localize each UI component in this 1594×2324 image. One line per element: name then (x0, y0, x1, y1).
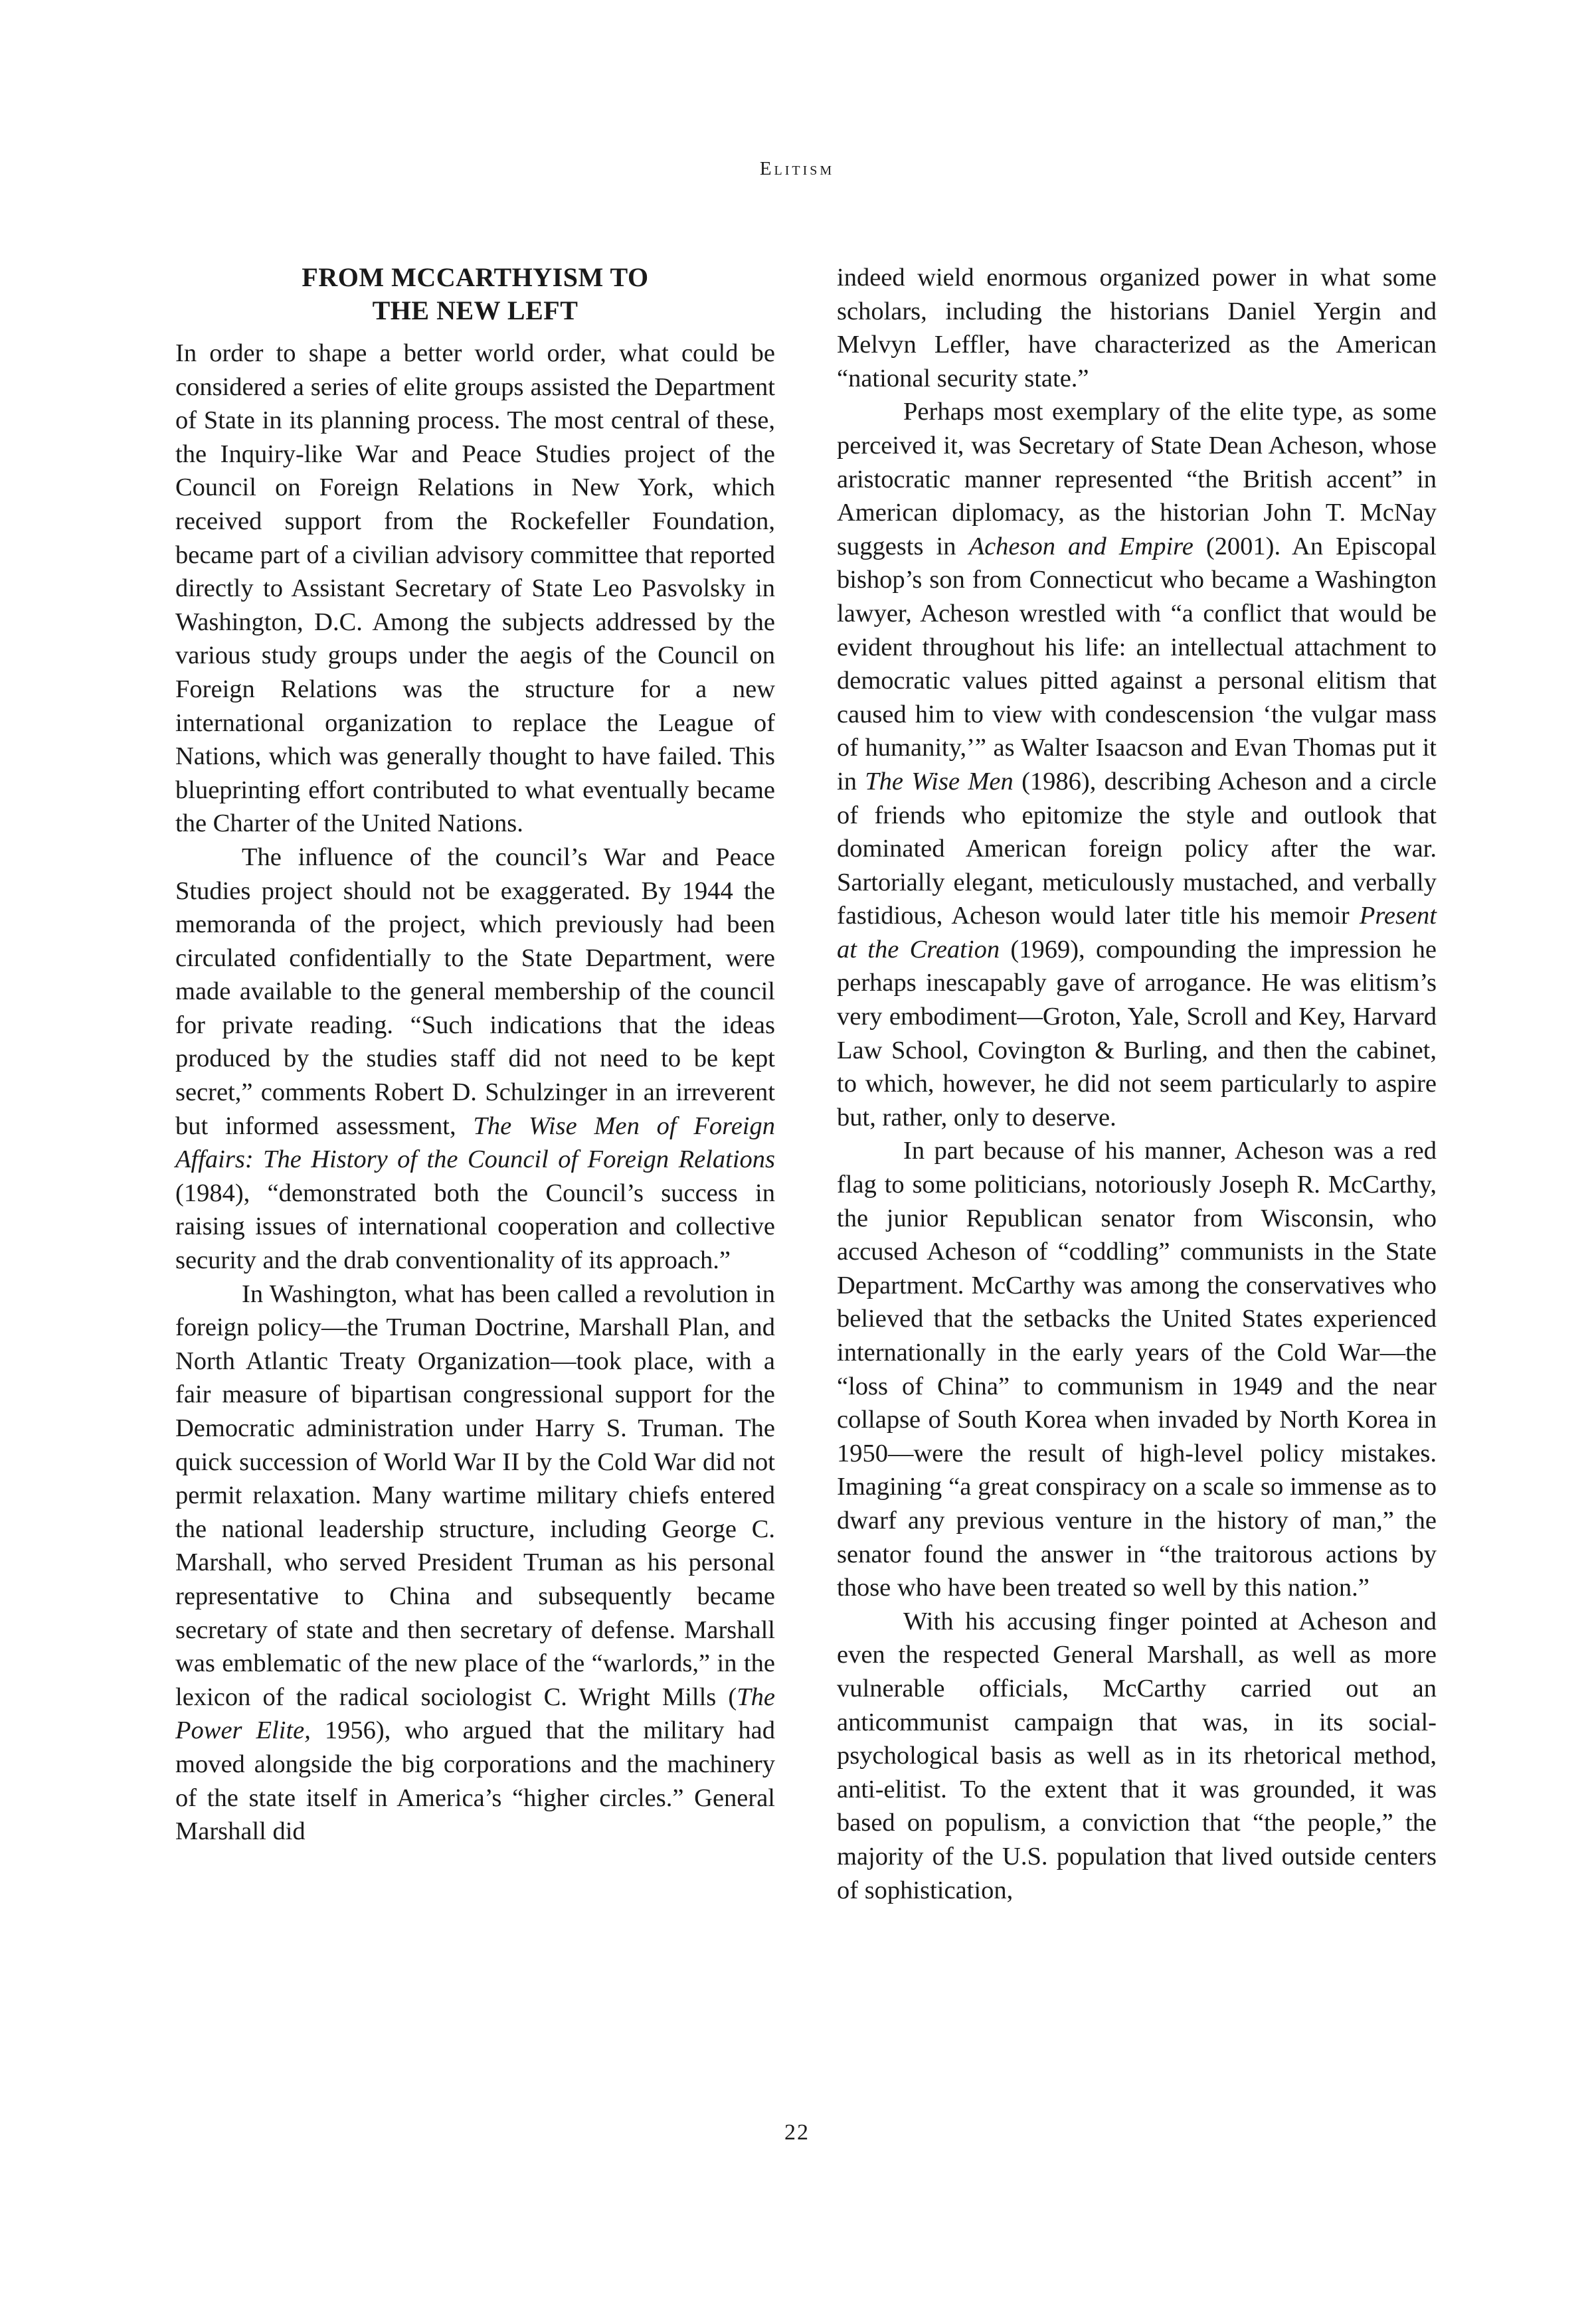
paragraph-text: 1956), who argued that the military had moved alongside the big corporations and the machinery of the state itself in America’s “higher circles.” General Marshall did (175, 1716, 776, 1846)
right-column (837, 261, 1437, 1907)
left-column (175, 261, 775, 1849)
book-title: The Power Elite, (175, 1683, 775, 1745)
section-title-line-1: FROM MCCARTHYISM TO (302, 262, 649, 292)
paragraph (175, 1278, 775, 1849)
running-head: Elitism (759, 158, 835, 179)
book-title: Present at the Creation (837, 902, 1437, 963)
page-number: 22 (784, 2120, 810, 2145)
paragraph-text: The influence of the council’s War and Peace Studies project should not be exaggerated. By 1944 the memoranda of the project, which previously had been circulated confidentially to the State Department, were made available to the general membership of the council for private reading. “Such indications that the ideas produced by the studies staff did not need to be kept secret,” comments Robert D. Schulzinger in an irreverent but informed assessment, (175, 843, 775, 1140)
paragraph-text: (1986), describing Acheson and a circle of friends who epitomize the style and outlook that dominated American foreign policy after the war. Sartorially elegant, meticulously mustached, and verbally fastidious, Acheson would later title his memoir (837, 767, 1437, 930)
paragraph (175, 841, 775, 1278)
book-title: The Wise Men (865, 767, 1014, 795)
book-title: Acheson and Empire (968, 532, 1194, 560)
paragraph: In order to shape a better world order, what could be considered a series of elite groups assisted the Department of State in its planning process. The most central of these, the Inquiry-like War and Peace Studies project of the Council on Foreign Relations in New York, which received support from the Rockefeller Foundation, became part of a civilian advisory committee that reported directly to Assistant Secretary of State Leo Pasvolsky in Washington, D.C. Among the subjects addressed by the various study groups under the aegis of the Council on Foreign Relations was the structure for a new international organization to replace the League of Nations, which was generally thought to have failed. This blueprinting effort contributed to what eventually became the Charter of the United Nations. (175, 339, 775, 838)
paragraph-text: Perhaps most exemplary of the elite type, as some perceived it, was Secretary of State Dean Acheson, whose aristocratic manner represented “the British accent” in American diplomacy, as the historian John T. McNay suggests in (837, 398, 1437, 560)
paragraph (837, 395, 1437, 1134)
paragraph-text: (1969), compounding the impression he perhaps inescapably gave of arrogance. He was elitism’s very embodiment—Groton, Yale, Scroll and Key, Harvard Law School, Covington & Burling, and then the cabinet, to which, however, he did not seem particularly to aspire but, rather, only to deserve. (837, 935, 1437, 1131)
paragraph-text: (2001). An Episcopal bishop’s son from Connecticut who became a Washington lawyer, Acheson wrestled with “a conflict that would be evident throughout his life: an intellectual attachment to democratic values pitted against a personal elitism that caused him to view with condescension ‘the vulgar mass of humanity,’” as Walter Isaacson and Evan Thomas put it in (837, 532, 1437, 795)
paragraph-text: In Washington, what has been called a revolution in foreign policy—the Truman Doctrine, Marshall Plan, and North Atlantic Treaty Organization—took place, with a fair measure of bipartisan congressional support for the Democratic administration under Harry S. Truman. The quick succession of World War II by the Cold War did not permit relaxation. Many wartime military chiefs entered the national leadership structure, including George C. Marshall, who served President Truman as his personal representative to China and subsequently became secretary of state and then secretary of defense. Marshall was emblematic of the new place of the “warlords,” in the lexicon of the radical sociologist C. Wright Mills ( (175, 1280, 775, 1711)
paragraph: indeed wield enormous organized power in what some scholars, including the historians Daniel Yergin and Melvyn Leffler, have characterized as the American “national security state.” (837, 264, 1437, 392)
paragraph-text: (1984), “demonstrated both the Council’s success in raising issues of international cooperation and collective security and the drab conventionality of its approach.” (175, 1179, 775, 1275)
paragraph: With his accusing finger pointed at Acheson and even the respected General Marshall, as well as more vulnerable officials, McCarthy carried out an anticommunist campaign that was, in its social-psychological basis as well as in its rhetorical method, anti-elitist. To the extent that it was grounded, it was based on populism, a conviction that “the people,” the majority of the U.S. population that lived outside centers of sophistication, (837, 1607, 1437, 1904)
section-title (175, 261, 775, 327)
paragraph: In part because of his manner, Acheson was a red flag to some politicians, notoriously Joseph R. McCarthy, the junior Republican senator from Wisconsin, who accused Acheson of “coddling” communists in the State Department. McCarthy was among the conservatives who believed that the setbacks the United States experienced internationally in the early years of the Cold War—the “loss of China” to communism in 1949 and the near collapse of South Korea when invaded by North Korea in 1950—were the result of high-level policy mistakes. Imagining “a great conspiracy on a scale so immense as to dwarf any previous venture in the history of man,” the senator found the answer in “the traitorous actions by those who have been treated so well by this nation.” (837, 1137, 1437, 1602)
book-title: The Wise Men of Foreign Affairs: The History of the Council of Foreign Relations (175, 1112, 775, 1174)
section-title-line-2: THE NEW LEFT (372, 295, 578, 325)
